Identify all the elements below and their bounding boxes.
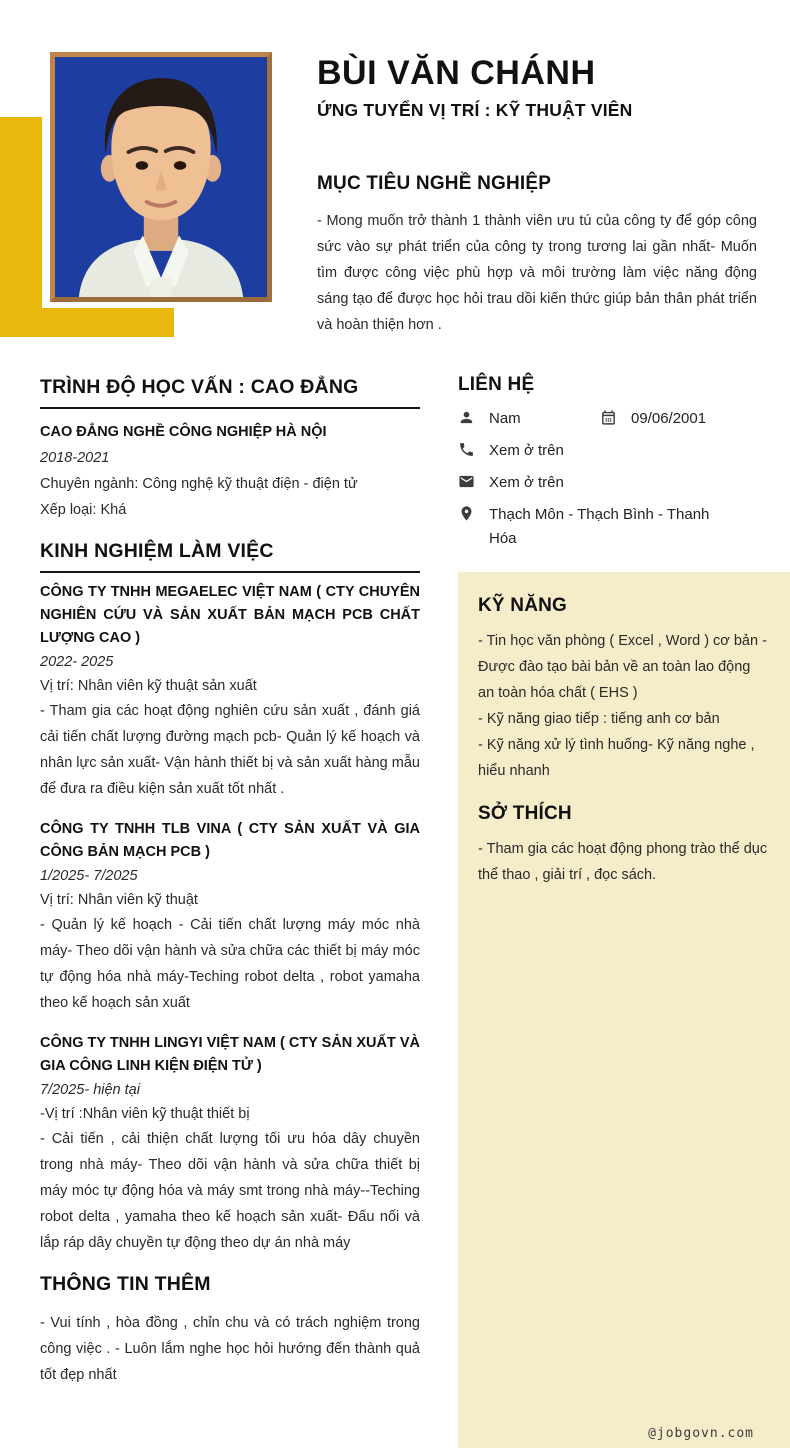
experience-heading: KINH NGHIỆM LÀM VIỆC <box>40 539 420 573</box>
job-description: - Cải tiến , cải thiện chất lượng tối ưu hóa dây chuyền trong nhà máy- Theo dõi vận hành và sửa chữa thiết bị máy móc tự động hóa và máy smt trong nhà máy--Teching robot delta , yamaha theo kế hoạch sản xuất- Đấu nối và lắp ráp dây chuyền tự động theo dự án nhà máy <box>40 1131 420 1251</box>
portrait-illustration <box>55 57 267 297</box>
interests-heading: SỞ THÍCH <box>478 803 572 824</box>
contact-row-gender-birthday <box>458 407 768 431</box>
applied-position: ỨNG TUYỂN VỊ TRÍ : KỸ THUẬT VIÊN <box>317 100 633 120</box>
job-role: Vị trí: Nhân viên kỹ thuật sản xuất <box>40 678 257 694</box>
job-role: -Vị trí :Nhân viên kỹ thuật thiết bị <box>40 1106 250 1122</box>
phone-value: Xem ở trên <box>489 442 564 459</box>
candidate-name: BÙI VĂN CHÁNH <box>317 54 596 92</box>
additional-info-text: - Vui tính , hòa đồng , chỉn chu và có trách nghiệm trong công việc . - Luôn lắm nghe học hỏi hướng đến thành quả tốt đẹp nhất <box>40 1315 420 1383</box>
interests-text: - Tham gia các hoạt động phong trào thể dục thể thao , giải trí , đọc sách. <box>478 841 768 883</box>
skills-interests-panel <box>458 572 790 1448</box>
objective-heading: MỤC TIÊU NGHỀ NGHIỆP <box>317 173 552 194</box>
watermark-text: @jobgovn.com <box>648 1426 754 1441</box>
contact-section <box>458 373 768 551</box>
job-entry <box>40 581 420 802</box>
job-period: 1/2025- 7/2025 <box>40 868 138 884</box>
gender-value: Nam <box>489 410 521 427</box>
contact-row-email <box>458 471 768 495</box>
person-icon <box>458 409 475 426</box>
objective-text: - Mong muốn trở thành 1 thành viên ưu tú của công ty để góp công sức vào sự phát triển của công ty trong tương lai gần nhất- Muốn tìm được công việc phù hợp và môi trường làm việc năng động sáng tạo để được học hỏi trau dồi kiến thức giúp bản thân phát triển và hoàn thiện hơn . <box>317 213 757 333</box>
skill-item: - Kỹ năng xử lý tình huống- Kỹ năng nghe , hiểu nhanh <box>478 737 755 779</box>
additional-info-heading: THÔNG TIN THÊM <box>40 1273 211 1295</box>
job-entry <box>40 1032 420 1256</box>
company-name: CÔNG TY TNHH LINGYI VIỆT NAM ( CTY SẢN XUẤT VÀ GIA CÔNG LINH KIỆN ĐIỆN TỬ ) <box>40 1035 420 1074</box>
company-name: CÔNG TY TNHH TLB VINA ( CTY SẢN XUẤT VÀ GIA CÔNG BẢN MẠCH PCB ) <box>40 821 420 860</box>
education-grade: Xếp loại: Khá <box>40 502 127 518</box>
birthday-value: 09/06/2001 <box>631 410 707 427</box>
calendar-icon <box>600 409 617 426</box>
job-entry <box>40 818 420 1016</box>
yellow-accent-bar-vertical <box>0 117 42 337</box>
contact-heading: LIÊN HỆ <box>458 374 535 395</box>
email-icon <box>458 473 475 490</box>
company-name: CÔNG TY TNHH MEGAELEC VIỆT NAM ( CTY CHUYÊN NGHIÊN CỨU VÀ SẢN XUẤT BẢN MẠCH PCB CHẤT LƯỢNG CAO ) <box>40 584 420 646</box>
address-value: Thạch Môn - Thạch Bình - Thanh Hóa <box>489 506 710 547</box>
job-description: - Quản lý kế hoạch - Cải tiến chất lượng máy móc nhà máy- Theo dõi vận hành và sửa chữa các thiết bị máy móc tự động hóa nhà máy-Teching robot delta , robot yamaha theo kế hoạch sản xuất <box>40 917 420 1011</box>
job-description: - Tham gia các hoạt động nghiên cứu sản xuất , đánh giá cải tiến chất lượng đường mạch pcb- Quản lý kế hoạch và nhân lực sản xuất- Vận hành thiết bị và sản xuất hàng mẫu để đưa ra điều kiện sản xuất tốt nhất . <box>40 703 420 797</box>
education-entry <box>40 419 420 523</box>
yellow-accent-bar-horizontal <box>0 308 174 337</box>
skill-item: - Kỹ năng giao tiếp : tiếng anh cơ bản <box>478 711 720 727</box>
skill-item: - Tin học văn phòng ( Excel , Word ) cơ bản - Được đào tạo bài bản về an toàn lao động an toàn hóa chất ( EHS ) <box>478 633 767 701</box>
location-pin-icon <box>458 505 475 522</box>
education-major: Chuyên ngành: Công nghệ kỹ thuật điện - điện tử <box>40 476 358 492</box>
job-period: 2022- 2025 <box>40 654 114 670</box>
email-value: Xem ở trên <box>489 474 564 491</box>
skills-heading: KỸ NĂNG <box>478 595 568 616</box>
education-years: 2018-2021 <box>40 450 110 466</box>
profile-photo <box>50 52 272 302</box>
job-period: 7/2025- hiện tại <box>40 1082 140 1098</box>
career-objective-section <box>317 172 757 338</box>
school-name: CAO ĐẲNG NGHỀ CÔNG NGHIỆP HÀ NỘI <box>40 424 327 440</box>
education-heading: TRÌNH ĐỘ HỌC VẤN : CAO ĐẲNG <box>40 375 420 409</box>
phone-icon <box>458 441 475 458</box>
contact-row-phone <box>458 439 768 463</box>
job-role: Vị trí: Nhân viên kỹ thuật <box>40 892 198 908</box>
contact-row-address <box>458 503 768 551</box>
